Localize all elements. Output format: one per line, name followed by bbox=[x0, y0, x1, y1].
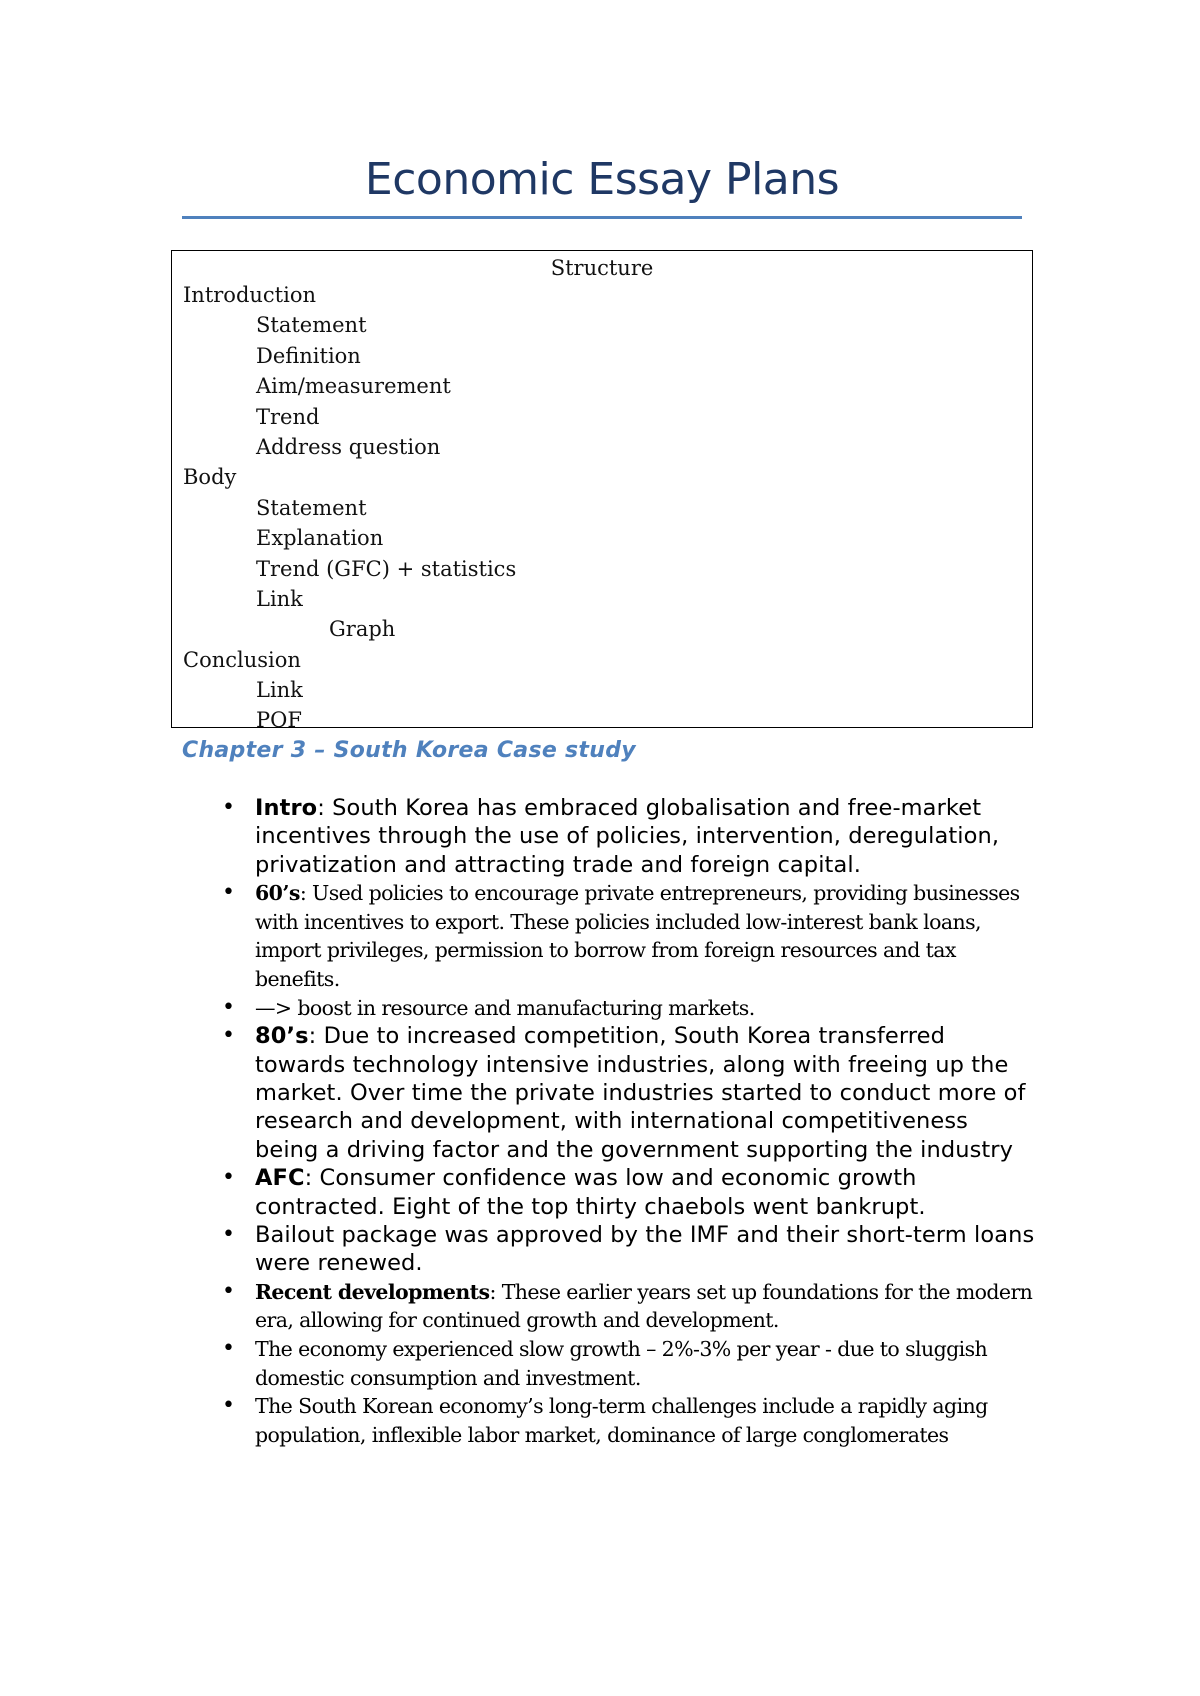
bullet-item bbox=[222, 794, 1035, 879]
bullet-text: : South Korea has embraced globalisation and free-market incentives through the use of policies, intervention, deregulation, privatization and attracting trade and foreign capital. bbox=[255, 795, 1000, 878]
bullet-list bbox=[222, 794, 1035, 1449]
bullet-icon: • bbox=[222, 795, 236, 820]
bullet-item bbox=[222, 1278, 1035, 1335]
structure-item: Statement bbox=[256, 495, 367, 520]
bullet-label: 60’s bbox=[255, 881, 300, 906]
structure-item: Address question bbox=[256, 434, 441, 459]
bullet-text: —> boost in resource and manufacturing markets. bbox=[255, 995, 755, 1020]
bullet-text: : Consumer confidence was low and economic growth contracted. Eight of the top thirty chaebols went bankrupt. bbox=[255, 1165, 926, 1220]
structure-heading: Structure bbox=[550, 256, 654, 280]
bullet-text: Bailout package was approved by the IMF and their short-term loans were renewed. bbox=[255, 1222, 1035, 1277]
bullet-icon: • bbox=[222, 994, 235, 1020]
bullet-item bbox=[222, 1164, 1035, 1221]
structure-item: Link bbox=[256, 678, 303, 703]
bullet-icon: • bbox=[222, 1336, 235, 1362]
bullet-text: The economy experienced slow growth – 2%-3% per year - due to sluggish domestic consumption and investment. bbox=[255, 1337, 988, 1390]
structure-item: Body bbox=[183, 465, 237, 490]
bullet-label: AFC bbox=[255, 1165, 305, 1192]
bullet-icon: • bbox=[222, 1222, 236, 1248]
bullet-text: : Used policies to encourage private entrepreneurs, providing businesses with incentives to export. These policies included low-interest bank loans, import privileges, permission to borrow from foreign resources and tax benefits. bbox=[255, 881, 1020, 991]
bullet-item bbox=[222, 1392, 1035, 1449]
structure-item: Conclusion bbox=[183, 647, 301, 672]
bullet-item bbox=[222, 1221, 1035, 1278]
structure-item: Link bbox=[256, 586, 303, 611]
structure-item: Definition bbox=[256, 343, 361, 368]
bullet-text: : Due to increased competition, South Korea transferred towards technology intensive industries, along with freeing up the market. Over time the private industries started to conduct more of research and development, with international competitiveness being a driving factor and the government supporting the industry bbox=[255, 1023, 1026, 1163]
bullet-icon: • bbox=[222, 880, 235, 906]
bullet-icon: • bbox=[222, 1393, 235, 1419]
structure-item: Trend bbox=[256, 404, 320, 429]
chapter-heading: Chapter 3 – South Korea Case study bbox=[182, 738, 636, 763]
title-underline bbox=[182, 216, 1022, 219]
structure-table bbox=[171, 250, 1033, 733]
bullet-item bbox=[222, 1022, 1035, 1164]
bullet-text: : These earlier years set up foundations for the modern era, allowing for continued growth and development. bbox=[255, 1279, 1033, 1333]
bullet-label: Recent developments bbox=[255, 1279, 490, 1304]
structure-item: Aim/measurement bbox=[256, 374, 451, 399]
bullet-item bbox=[222, 879, 1035, 993]
document-title: Economic Essay Plans bbox=[364, 154, 840, 205]
structure-item: Trend (GFC) + statistics bbox=[256, 556, 517, 581]
structure-item: Explanation bbox=[256, 526, 384, 551]
bullet-text: The South Korean economy’s long-term challenges include a rapidly aging population, inflexible labor market, dominance of large conglomerates bbox=[255, 1394, 988, 1447]
structure-item: POF bbox=[256, 708, 302, 733]
structure-item: Graph bbox=[329, 617, 396, 642]
bullet-item bbox=[222, 1335, 1035, 1392]
structure-item: Introduction bbox=[183, 283, 316, 307]
bullet-label: 80’s bbox=[255, 1023, 309, 1050]
bullet-icon: • bbox=[222, 1023, 236, 1049]
bullet-icon: • bbox=[222, 1278, 235, 1304]
bullet-item bbox=[222, 994, 1035, 1023]
structure-list bbox=[183, 281, 516, 737]
bullet-label: Intro bbox=[255, 795, 318, 821]
structure-item: Statement bbox=[256, 313, 367, 338]
bullet-icon: • bbox=[222, 1165, 236, 1191]
